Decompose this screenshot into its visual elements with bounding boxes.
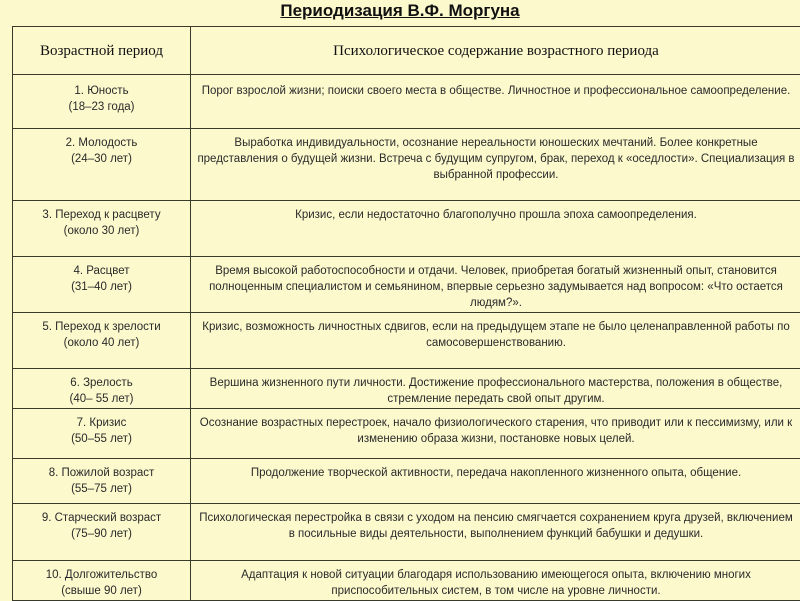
period-range: (31–40 лет) [19, 279, 184, 295]
content-cell: Время высокой работоспособности и отдачи. Человек, приобретая богатый жизненный опыт, становится полноценным специалистом и семьянином, впервые серьезно задумывается над вопросом: «Что остается людям?». [191, 257, 800, 313]
table-row [13, 504, 800, 561]
header-psych-content: Психологическое содержание возрастного периода [191, 27, 800, 75]
table-header-row [13, 27, 800, 75]
content-cell: Продолжение творческой активности, передача накопленного жизненного опыта, общение. [191, 459, 800, 504]
period-name: 4. Расцвет [19, 263, 184, 279]
table-row [13, 313, 800, 369]
period-range: (около 40 лет) [19, 335, 184, 351]
table-row [13, 369, 800, 409]
table-row [13, 201, 800, 257]
content-cell: Кризис, если недостаточно благополучно прошла эпоха самоопределения. [191, 201, 800, 257]
content-cell: Адаптация к новой ситуации благодаря использованию имеющегося опыта, включению многих приспособительных систем, в том числе на уровне личности. [191, 561, 800, 601]
period-name: 5. Переход к зрелости [19, 319, 184, 335]
page-title: Периодизация В.Ф. Моргуна [0, 0, 800, 22]
table-row [13, 129, 800, 201]
period-cell [13, 369, 191, 409]
period-name: 10. Долгожительство [19, 567, 184, 583]
period-name: 1. Юность [19, 83, 184, 99]
period-range: (около 30 лет) [19, 223, 184, 239]
period-cell [13, 201, 191, 257]
period-range: (55–75 лет) [19, 481, 184, 497]
table-row [13, 409, 800, 459]
period-cell [13, 409, 191, 459]
content-cell: Кризис, возможность личностных сдвигов, если на предыдущем этапе не было целенаправленной работы по самосовершенствованию. [191, 313, 800, 369]
period-range: (75–90 лет) [19, 526, 184, 542]
table-row [13, 561, 800, 601]
period-name: 2. Молодость [19, 135, 184, 151]
table-row [13, 459, 800, 504]
period-name: 6. Зрелость [19, 375, 184, 391]
table-row [13, 75, 800, 129]
period-cell [13, 561, 191, 601]
period-range: (18–23 года) [19, 99, 184, 115]
period-name: 8. Пожилой возраст [19, 465, 184, 481]
period-cell [13, 257, 191, 313]
header-age-period: Возрастной период [13, 27, 191, 75]
period-name: 9. Старческий возраст [19, 510, 184, 526]
periodization-table [12, 26, 800, 601]
content-cell: Выработка индивидуальности, осознание нереальности юношеских мечтаний. Более конкретные представления о будущей жизни. Встреча с будущим супругом, брак, переход к «оседлости». Специализация в выбранной профессии. [191, 129, 800, 201]
period-range: (24–30 лет) [19, 151, 184, 167]
period-name: 3. Переход к расцвету [19, 207, 184, 223]
content-cell: Порог взрослой жизни; поиски своего места в обществе. Личностное и профессиональное самоопределение. [191, 75, 800, 129]
period-cell [13, 313, 191, 369]
period-name: 7. Кризис [19, 415, 184, 431]
period-range: (50–55 лет) [19, 431, 184, 447]
period-cell [13, 129, 191, 201]
table-row [13, 257, 800, 313]
content-cell: Вершина жизненного пути личности. Достижение профессионального мастерства, положения в обществе, стремление передать свой опыт другим. [191, 369, 800, 409]
content-cell: Психологическая перестройка в связи с уходом на пенсию смягчается сохранением круга друзей, включением в посильные виды деятельности, выполнением функций бабушки и дедушки. [191, 504, 800, 561]
period-range: (40– 55 лет) [19, 391, 184, 407]
period-cell [13, 459, 191, 504]
content-cell: Осознание возрастных перестроек, начало физиологического старения, что приводит или к пессимизму, или к изменению образа жизни, постановке новых целей. [191, 409, 800, 459]
period-cell [13, 504, 191, 561]
period-cell [13, 75, 191, 129]
period-range: (свыше 90 лет) [19, 583, 184, 599]
